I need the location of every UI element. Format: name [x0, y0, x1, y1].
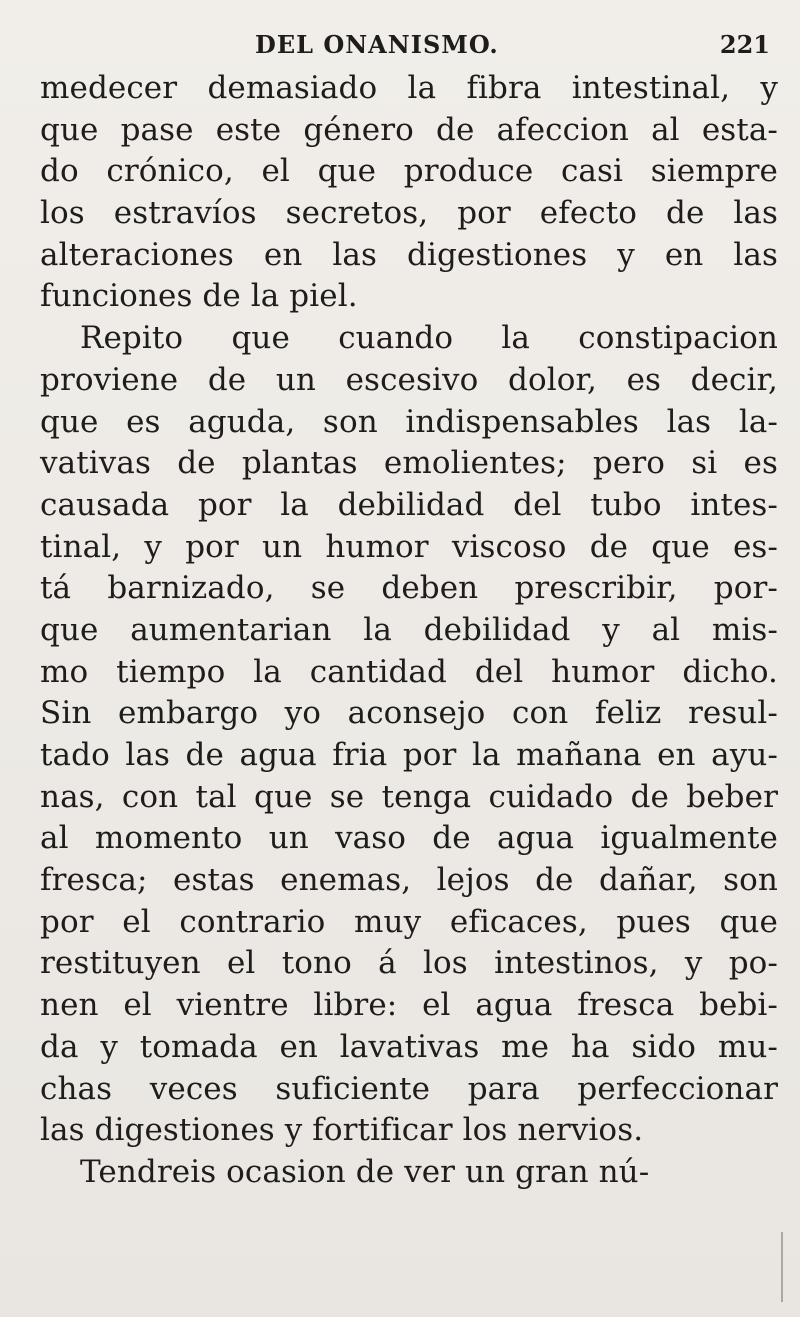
text-line: las digestiones y fortificar los nervios.	[40, 1112, 644, 1149]
text-line: do crónico, el que produce casi siempre	[40, 153, 778, 190]
text-line: nen el vientre libre: el agua fresca bebi-	[40, 987, 778, 1024]
text-line: tá barnizado, se deben prescribir, por-	[40, 570, 778, 607]
text-line: causada por la debilidad del tubo intes-	[40, 486, 778, 523]
body-text	[40, 68, 778, 1194]
text-line: por el contrario muy eficaces, pues que	[40, 903, 778, 940]
text-line: Tendreis ocasion de ver un gran nú-	[80, 1153, 650, 1190]
page-number: 221	[719, 30, 770, 59]
text-line: los estravíos secretos, por efecto de las	[40, 195, 778, 232]
text-line: alteraciones en las digestiones y en las	[40, 236, 778, 273]
scan-edge-mark	[781, 1232, 783, 1302]
text-line: que aumentarian la debilidad y al mis-	[40, 611, 778, 648]
text-line: Repito que cuando la constipacion	[80, 320, 778, 357]
text-line: al momento un vaso de agua igualmente	[40, 820, 778, 857]
text-line: medecer demasiado la fibra intestinal, y	[40, 70, 778, 106]
running-head	[40, 30, 778, 66]
text-line: mo tiempo la cantidad del humor dicho.	[40, 653, 778, 690]
text-line: chas veces suficiente para perfeccionar	[40, 1070, 778, 1107]
text-line: restituyen el tono á los intestinos, y po-	[40, 945, 778, 982]
text-line: proviene de un escesivo dolor, es decir,	[40, 361, 778, 398]
text-line: da y tomada en lavativas me ha sido mu-	[40, 1028, 778, 1065]
text-line: fresca; estas enemas, lejos de dañar, son	[40, 862, 778, 899]
text-line: funciones de la piel.	[40, 278, 358, 315]
running-title: DEL ONANISMO.	[255, 30, 499, 59]
text-line: tinal, y por un humor viscoso de que es-	[40, 528, 778, 565]
text-line: tado las de agua fria por la mañana en ayu-	[40, 737, 778, 773]
text-line: que pase este género de afeccion al esta-	[40, 111, 778, 148]
text-line: nas, con tal que se tenga cuidado de beber	[40, 778, 778, 815]
text-line: vativas de plantas emolientes; pero si es	[40, 445, 778, 482]
text-line: que es aguda, son indispensables las la-	[40, 403, 778, 440]
text-line: Sin embargo yo aconsejo con feliz resul-	[40, 695, 778, 732]
